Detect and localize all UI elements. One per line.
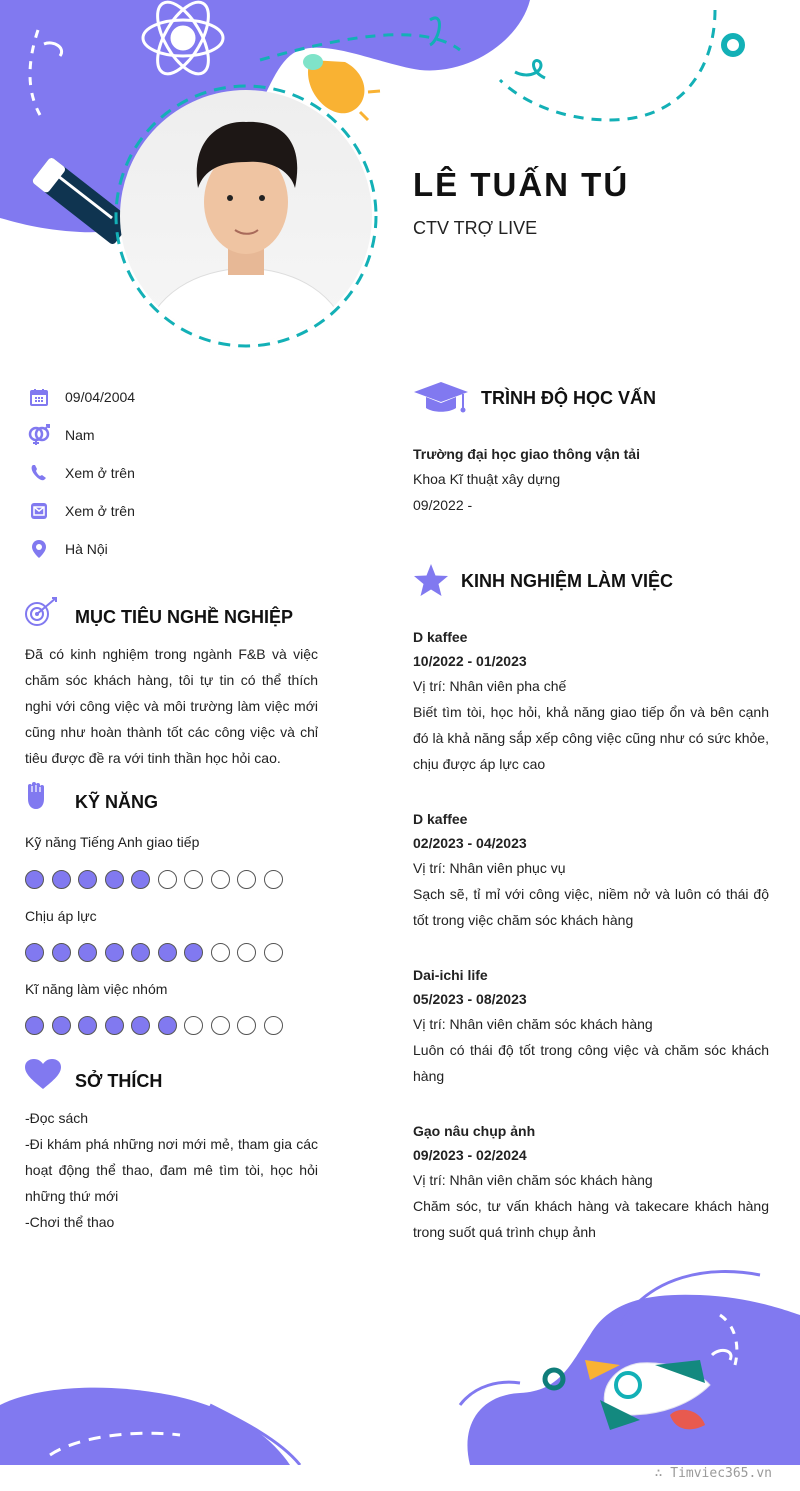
rating-dot-empty [264,1016,283,1035]
rating-dot-empty [264,870,283,889]
candidate-name: LÊ TUẤN TÚ [413,166,630,203]
job-period: 09/2023 - 02/2024 [413,1147,527,1163]
rating-dot-empty [264,943,283,962]
skills-title: KỸ NĂNG [75,792,159,812]
experience-title: KINH NGHIỆM LÀM VIỆC [461,571,674,591]
school-name: Trường đại học giao thông vận tải [413,446,640,462]
education-period: 09/2022 - [413,497,473,513]
job-description: Biết tìm tòi, học hỏi, khả năng giao tiếp ổn và bên cạnh đó là khả năng sắp xếp công việc cũng như có sức khỏe, chịu được áp lực cao [413,704,769,772]
rating-dot-filled [78,943,97,962]
rating-dot-filled [78,870,97,889]
phone-icon [26,464,52,482]
skill-rating [25,1016,283,1035]
rating-dot-filled [158,1016,177,1035]
job-position: Vị trí: Nhân viên chăm sóc khách hàng [413,1016,653,1032]
rating-dot-filled [25,1016,44,1035]
job-period: 05/2023 - 08/2023 [413,991,527,1007]
job-entry [413,625,769,777]
education-title: TRÌNH ĐỘ HỌC VẤN [481,388,656,408]
rating-dot-empty [237,943,256,962]
rating-dot-filled [131,1016,150,1035]
rating-dot-empty [237,1016,256,1035]
rating-dot-filled [105,1016,124,1035]
rating-dot-filled [52,1016,71,1035]
candidate-role: CTV TRỢ LIVE [413,218,538,238]
education-major: Khoa Kĩ thuật xây dựng [413,471,561,487]
objective-text: Đã có kinh nghiệm trong ngành F&B và việc chăm sóc khách hàng, tôi tự tin có thể thích nghi với công việc và môi trường làm việc mới cũng như hoàn thành tốt các công việc và chỉ tiêu được đề ra với tinh thần học hỏi cao. [25,646,318,766]
skill-label: Chịu áp lực [25,908,97,924]
job-company: D kaffee [413,629,468,645]
contact-email: Xem ở trên [26,498,135,524]
skill-label: Kỹ năng Tiếng Anh giao tiếp [25,834,200,850]
rating-dot-empty [184,870,203,889]
job-position: Vị trí: Nhân viên chăm sóc khách hàng [413,1172,653,1188]
photo-frame-ring [0,0,800,360]
rating-dot-filled [158,943,177,962]
skill-label: Kĩ năng làm việc nhóm [25,981,168,997]
rating-dot-filled [105,943,124,962]
job-description: Chăm sóc, tư vấn khách hàng và takecare khách hàng trong suốt quá trình chụp ảnh [413,1198,769,1240]
job-position: Vị trí: Nhân viên pha chế [413,678,567,694]
location-icon [26,539,52,559]
rating-dot-empty [211,870,230,889]
job-period: 10/2022 - 01/2023 [413,653,527,669]
fist-icon [24,781,48,811]
job-company: D kaffee [413,811,468,827]
skill-rating [25,943,283,962]
hobbies-list [25,1105,318,1235]
rating-dot-empty [184,1016,203,1035]
target-icon [24,596,60,628]
hobby-item: -Chơi thể thao [25,1214,115,1230]
job-company: Dai-ichi life [413,967,488,983]
job-entry [413,1119,769,1245]
rating-dot-empty [237,870,256,889]
job-description: Luôn có thái độ tốt trong công việc và chăm sóc khách hàng [413,1042,769,1084]
rating-dot-filled [52,870,71,889]
rating-dot-empty [158,870,177,889]
rating-dot-filled [131,870,150,889]
email-icon [26,502,52,520]
job-description: Sạch sẽ, tỉ mỉ với công việc, niềm nở và luôn có thái độ tốt trong việc chăm sóc khách hàng [413,886,769,928]
job-entry [413,807,769,933]
hobby-item: -Đi khám phá những nơi mới mẻ, tham gia các hoạt động thể thao, đam mê tìm tòi, học hỏi những thứ mới [25,1136,318,1204]
hobby-item: -Đọc sách [25,1110,89,1126]
hobbies-title: SỞ THÍCH [75,1071,163,1091]
job-period: 02/2023 - 04/2023 [413,835,527,851]
rating-dot-empty [211,943,230,962]
contact-gender: Nam [26,422,95,448]
graduation-cap-icon [413,381,469,415]
gender-icon [26,424,52,446]
footer-decoration [0,1255,800,1465]
star-icon [413,563,449,597]
rating-dot-empty [211,1016,230,1035]
footer-watermark: ∴ Timviec365.vn [654,1466,772,1481]
contact-location: Hà Nội [26,536,108,562]
heart-icon [24,1058,62,1090]
objective-title: MỤC TIÊU NGHỀ NGHIỆP [75,607,294,627]
contact-birthday: 09/04/2004 [26,384,135,410]
job-company: Gạo nâu chụp ảnh [413,1123,536,1139]
rating-dot-filled [105,870,124,889]
skill-rating [25,870,283,889]
rating-dot-filled [78,1016,97,1035]
rating-dot-filled [131,943,150,962]
job-position: Vị trí: Nhân viên phục vụ [413,860,566,876]
calendar-icon [26,387,52,407]
job-entry [413,963,769,1089]
rating-dot-filled [52,943,71,962]
contact-phone: Xem ở trên [26,460,135,486]
rating-dot-filled [184,943,203,962]
rating-dot-filled [25,943,44,962]
rating-dot-filled [25,870,44,889]
